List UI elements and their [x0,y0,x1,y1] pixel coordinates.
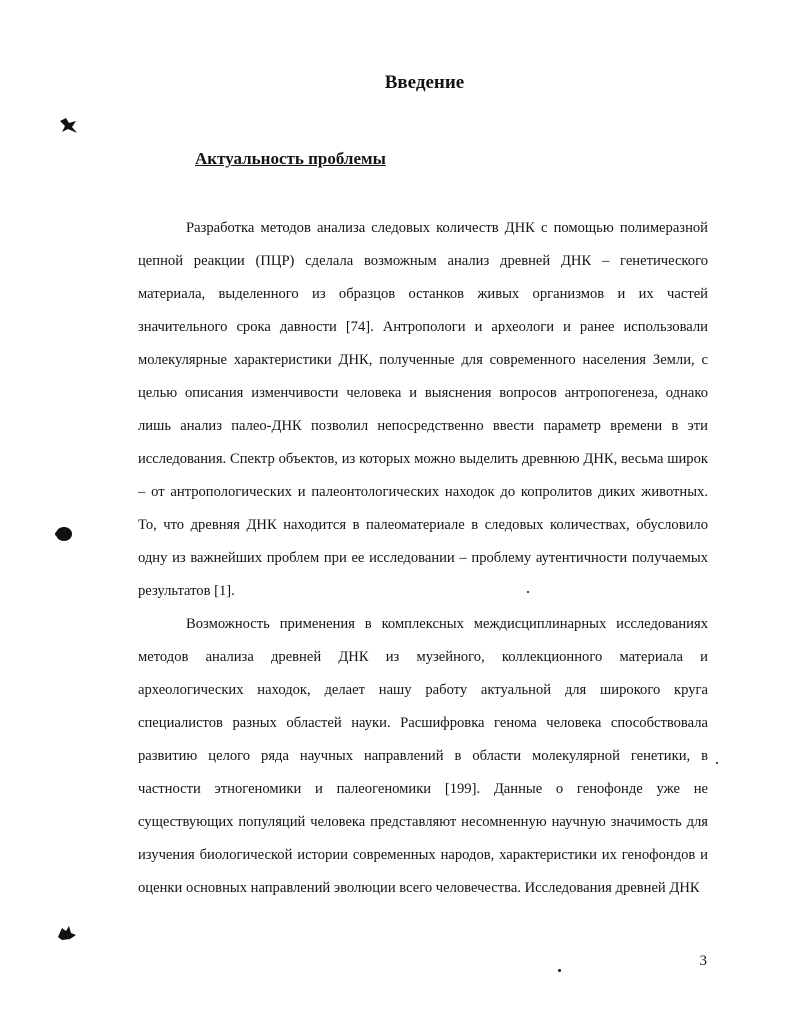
body-text [138,212,708,905]
scan-speck [716,762,718,764]
ink-blot-icon [54,525,74,543]
paragraph: Возможность применения в комплексных междисциплинарных исследованиях методов анализа древней ДНК из музейного, коллекционного материала и археологических находок, делает нашу работу актуальной для широкого круга специалистов разных областей науки. Расшифровка генома человека способствовала развитию целого ряда научных направлений в области молекулярной генетики, в частности этногеномики и палеогеномики [199]. Данные о генофонде уже не существующих популяций человека представляют несомненную научную значимость для изучения биологической истории современных народов, характеристики их генофондов и оценки основных направлений эволюции всего человечества. Исследования древней ДНК [138,616,708,896]
ink-blot-icon [56,925,78,941]
paragraph: Разработка методов анализа следовых количеств ДНК с помощью полимеразной цепной реакции (ПЦР) сделала возможным анализ древней ДНК – генетического материала, выделенного из образцов останков живых организмов и их частей значительного срока давности [74]. Антропологи и археологи и ранее использовали молекулярные характеристики ДНК, полученные для современного населения Земли, с целью описания изменчивости человека и выяснения вопросов антропогенеза, однако лишь анализ палео-ДНК позволил непосредственно ввести параметр времени в эти исследования. Спектр объектов, из которых можно выделить древнюю ДНК, весьма широк – от антропологических и палеонтологических находок до копролитов диких животных. То, что древняя ДНК находится в палеоматериале в следовых количествах, обусловило одну из важнейших проблем при ее исследовании – проблему аутентичности получаемых результатов [1]. [138,220,708,599]
section-heading: Актуальность проблемы [195,149,386,168]
scan-speck [558,969,561,972]
page-number: 3 [699,953,707,969]
scan-speck [527,591,529,593]
page-title: Введение [384,72,465,93]
ink-blot-icon [58,117,80,135]
